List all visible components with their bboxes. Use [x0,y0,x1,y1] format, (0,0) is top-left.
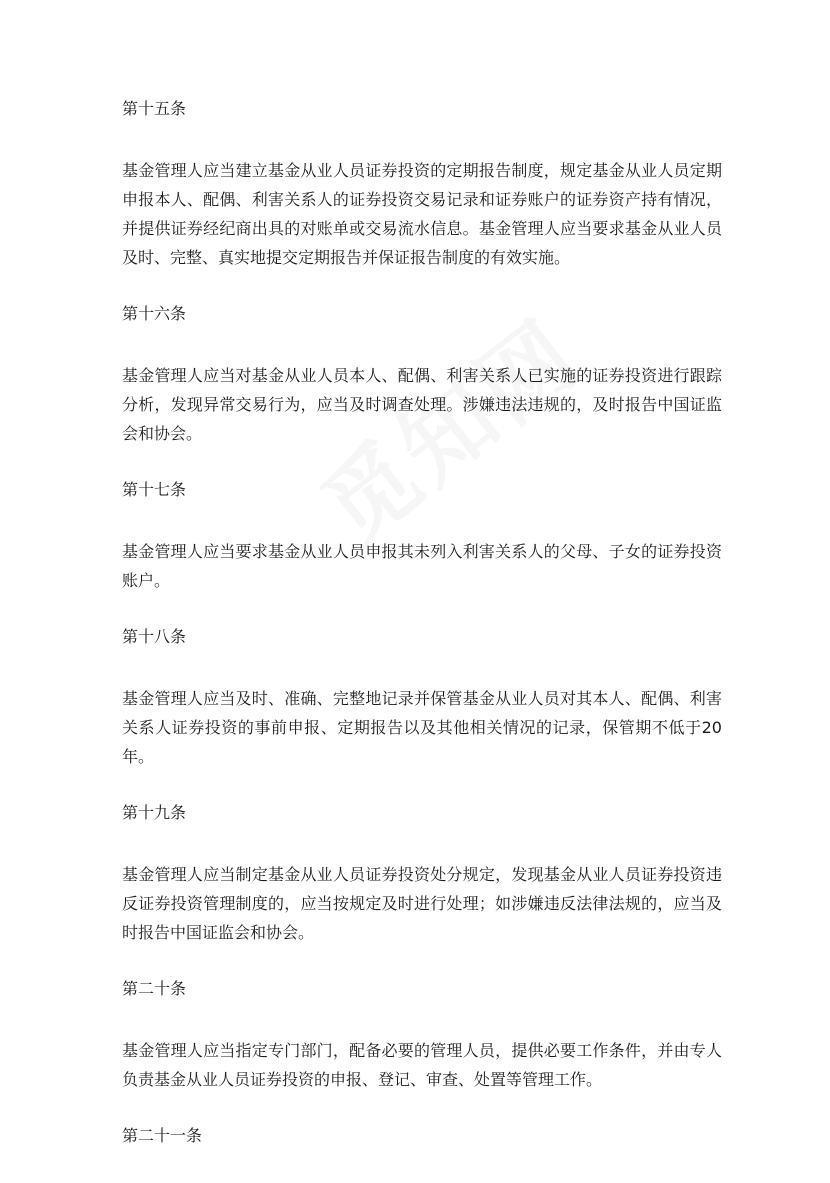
article-body: 基金管理人应当制定基金从业人员证券投资处分规定，发现基金从业人员证券投资违反证券投资管理制度的，应当按规定及时进行处理；如涉嫌违反法律法规的，应当及时报告中国证监会和协会。 [122,865,722,942]
article-body: 基金管理人应当对基金从业人员本人、配偶、利害关系人已实施的证券投资进行跟踪分析，发现异常交易行为，应当及时调查处理。涉嫌违法违规的，及时报告中国证监会和协会。 [122,366,722,443]
article-18 [122,625,722,771]
article-heading: 第十八条 [122,627,187,646]
article-20 [122,977,722,1094]
article-21 [122,1124,722,1148]
article-heading: 第二十条 [122,979,187,998]
article-17 [122,478,722,595]
article-body: 基金管理人应当建立基金从业人员证券投资的定期报告制度，规定基金从业人员定期申报本人、配偶、利害关系人的证券投资交易记录和证券账户的证券资产持有情况，并提供证券经纪商出具的对账单或交易流水信息。基金管理人应当要求基金从业人员及时、完整、真实地提交定期报告并保证报告制度的有效实施。 [122,161,722,267]
article-heading: 第二十一条 [122,1126,203,1145]
article-15 [122,97,722,272]
article-body: 基金管理人应当指定专门部门，配备必要的管理人员，提供必要工作条件，并由专人负责基金从业人员证券投资的申报、登记、审查、处置等管理工作。 [122,1041,722,1089]
document-content [122,97,722,1183]
article-body: 基金管理人应当及时、准确、完整地记录并保管基金从业人员对其本人、配偶、利害关系人证券投资的事前申报、定期报告以及其他相关情况的记录，保管期不低于20年。 [122,689,722,766]
article-19 [122,801,722,947]
article-body: 基金管理人应当要求基金从业人员申报其未列入利害关系人的父母、子女的证券投资账户。 [122,542,722,590]
article-16 [122,302,722,448]
article-heading: 第十六条 [122,304,187,323]
article-heading: 第十九条 [122,803,187,822]
article-heading: 第十七条 [122,480,187,499]
article-heading: 第十五条 [122,99,187,118]
